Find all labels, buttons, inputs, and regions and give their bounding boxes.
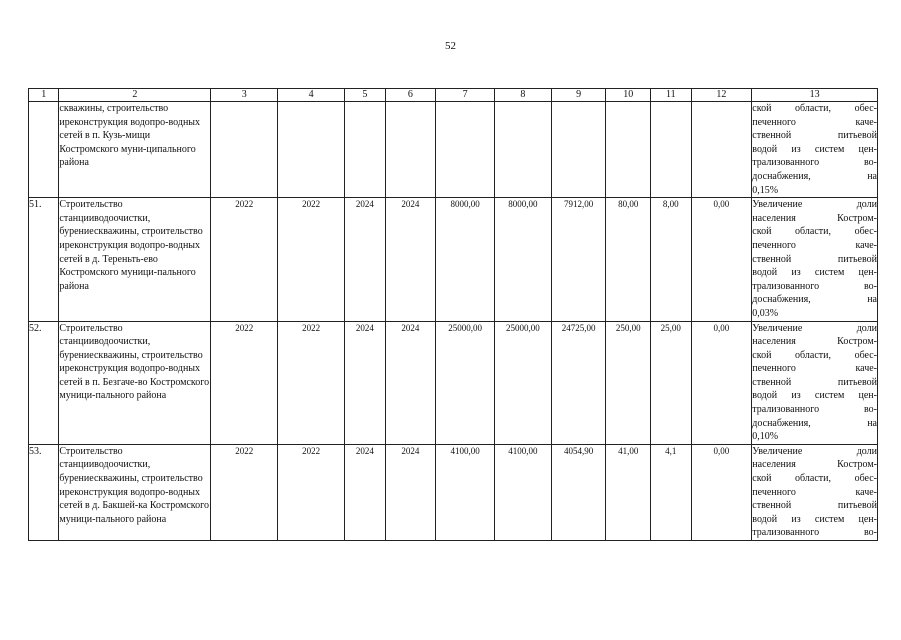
- description-line: Строительство станции: [59, 445, 123, 471]
- value-cell-c6: [385, 102, 436, 198]
- result-line: водой из систем цен-: [752, 267, 877, 279]
- page-number: 52: [445, 40, 456, 52]
- description-line: мищи Костромского муни-: [59, 130, 151, 155]
- column-header-5: 5: [345, 89, 386, 102]
- result-line: Увеличение доли: [752, 199, 877, 211]
- value-cell-c10: 250,00: [606, 321, 651, 444]
- result-line: ской области, обес-: [752, 349, 877, 361]
- description-line: скважины, строительство и: [59, 226, 203, 251]
- result-line: трализованного во-: [752, 527, 877, 539]
- column-header-7: 7: [436, 89, 495, 102]
- project-description: [59, 102, 211, 198]
- header-row: [29, 89, 878, 102]
- expected-result: [752, 198, 878, 321]
- value-cell-c8: 8000,00: [495, 198, 552, 321]
- value-cell-c9: 4054,90: [551, 444, 606, 540]
- value-cell-c12: 0,00: [691, 444, 752, 540]
- project-description: [59, 198, 211, 321]
- result-line: печенного каче-: [752, 363, 877, 375]
- description-line: реконструкция водопро-: [64, 363, 169, 375]
- result-line: населения Костром-: [752, 459, 877, 471]
- description-line: ка Костромского муници-: [59, 500, 209, 525]
- result-line: трализованного во-: [752, 280, 877, 292]
- expected-result: [752, 102, 878, 198]
- value-cell-c12: [691, 102, 752, 198]
- result-line: ской области, обес-: [752, 473, 877, 485]
- column-header-13: 13: [752, 89, 878, 102]
- column-header-4: 4: [278, 89, 345, 102]
- result-line: ской области, обес-: [752, 103, 877, 114]
- result-line: водой из систем цен-: [752, 143, 877, 155]
- description-line: ево Костромского муници-: [59, 253, 158, 279]
- column-header-11: 11: [651, 89, 692, 102]
- description-line: скважины, строительство и: [59, 349, 203, 375]
- description-line: скважины, строительство и: [59, 473, 203, 498]
- result-line: 0,03%: [752, 307, 779, 319]
- value-cell-c12: 0,00: [691, 198, 752, 321]
- description-line: реконструкция водопро-: [64, 486, 169, 498]
- value-cell-c10: 41,00: [606, 444, 651, 540]
- value-cell-c11: [651, 102, 692, 198]
- expected-result: [752, 444, 878, 540]
- row-number: 53.: [29, 444, 59, 540]
- result-line: Увеличение доли: [752, 322, 877, 334]
- description-line: скважины, строительство и: [59, 103, 169, 128]
- value-cell-c9: 7912,00: [551, 198, 606, 321]
- value-cell-c5: [345, 102, 386, 198]
- result-line: ственной питьевой: [752, 376, 877, 388]
- value-cell-c7: [436, 102, 495, 198]
- column-header-8: 8: [495, 89, 552, 102]
- value-cell-c8: 4100,00: [495, 444, 552, 540]
- table-row: [29, 102, 878, 198]
- description-line: Строительство станции: [59, 199, 123, 224]
- description-line: водных сетей в д. Бакшей-: [59, 486, 201, 512]
- result-line: населения Костром-: [752, 336, 877, 348]
- description-line: Строительство станции: [59, 322, 123, 348]
- description-line: ципального района: [59, 143, 196, 169]
- result-line: ственной питьевой: [752, 130, 877, 142]
- expected-result: [752, 321, 878, 444]
- result-line: трализованного во-: [752, 404, 877, 416]
- result-line: ственной питьевой: [752, 253, 877, 265]
- result-line: ственной питьевой: [752, 500, 877, 512]
- value-cell-c3: 2022: [211, 321, 278, 444]
- value-cell-c3: 2022: [211, 444, 278, 540]
- description-line: водных сетей в д. Тереньть-: [59, 239, 201, 265]
- description-line: пального района: [59, 267, 196, 292]
- value-cell-c8: [495, 102, 552, 198]
- value-cell-c7: 25000,00: [436, 321, 495, 444]
- result-line: печенного каче-: [752, 116, 877, 128]
- value-cell-c3: 2022: [211, 198, 278, 321]
- value-cell-c5: 2024: [345, 198, 386, 321]
- value-cell-c10: 80,00: [606, 198, 651, 321]
- column-header-10: 10: [606, 89, 651, 102]
- result-line: печенного каче-: [752, 239, 877, 251]
- table-row: [29, 444, 878, 540]
- description-line: во Костромского муници-: [59, 376, 210, 402]
- value-cell-c6: 2024: [385, 321, 436, 444]
- description-line: пального района: [95, 390, 167, 402]
- description-line: водоочистки, бурение: [59, 212, 151, 238]
- result-line: Увеличение доли: [752, 445, 877, 457]
- result-line: доснабжения, на: [752, 417, 877, 429]
- value-cell-c7: 8000,00: [436, 198, 495, 321]
- value-cell-c10: [606, 102, 651, 198]
- column-header-2: 2: [59, 89, 211, 102]
- description-line: водоочистки, бурение: [59, 459, 151, 485]
- table-row: [29, 198, 878, 321]
- result-line: печенного каче-: [752, 486, 877, 498]
- result-line: водой из систем цен-: [752, 513, 877, 525]
- value-cell-c4: 2022: [278, 198, 345, 321]
- description-line: водных сетей в п. Безгаче-: [59, 363, 201, 388]
- result-line: 0,15%: [752, 184, 779, 196]
- value-cell-c8: 25000,00: [495, 321, 552, 444]
- result-line: доснабжения, на: [752, 170, 877, 182]
- value-cell-c11: 8,00: [651, 198, 692, 321]
- column-header-1: 1: [29, 89, 59, 102]
- description-line: водных сетей в п. Кузь-: [59, 116, 201, 142]
- result-line: 0,10%: [752, 431, 779, 443]
- description-line: водоочистки, бурение: [59, 336, 151, 361]
- value-cell-c5: 2024: [345, 321, 386, 444]
- description-line: реконструкция водопро-: [64, 116, 169, 128]
- value-cell-c7: 4100,00: [436, 444, 495, 540]
- value-cell-c9: 24725,00: [551, 321, 606, 444]
- value-cell-c4: [278, 102, 345, 198]
- value-cell-c4: 2022: [278, 321, 345, 444]
- value-cell-c6: 2024: [385, 444, 436, 540]
- value-cell-c6: 2024: [385, 198, 436, 321]
- result-line: водой из систем цен-: [752, 390, 877, 402]
- column-header-12: 12: [691, 89, 752, 102]
- value-cell-c4: 2022: [278, 444, 345, 540]
- data-table: [28, 88, 878, 541]
- value-cell-c3: [211, 102, 278, 198]
- column-header-9: 9: [551, 89, 606, 102]
- row-number: 52.: [29, 321, 59, 444]
- result-line: населения Костром-: [752, 212, 877, 224]
- result-line: трализованного во-: [752, 157, 877, 169]
- description-line: пального района: [95, 513, 167, 525]
- description-line: реконструкция водопро-: [64, 239, 169, 251]
- result-line: доснабжения, на: [752, 294, 877, 306]
- column-header-6: 6: [385, 89, 436, 102]
- result-line: ской области, обес-: [752, 226, 877, 238]
- project-description: [59, 444, 211, 540]
- value-cell-c5: 2024: [345, 444, 386, 540]
- project-description: [59, 321, 211, 444]
- value-cell-c12: 0,00: [691, 321, 752, 444]
- table-row: [29, 321, 878, 444]
- value-cell-c9: [551, 102, 606, 198]
- value-cell-c11: 25,00: [651, 321, 692, 444]
- row-number: [29, 102, 59, 198]
- column-header-3: 3: [211, 89, 278, 102]
- value-cell-c11: 4,1: [651, 444, 692, 540]
- row-number: 51.: [29, 198, 59, 321]
